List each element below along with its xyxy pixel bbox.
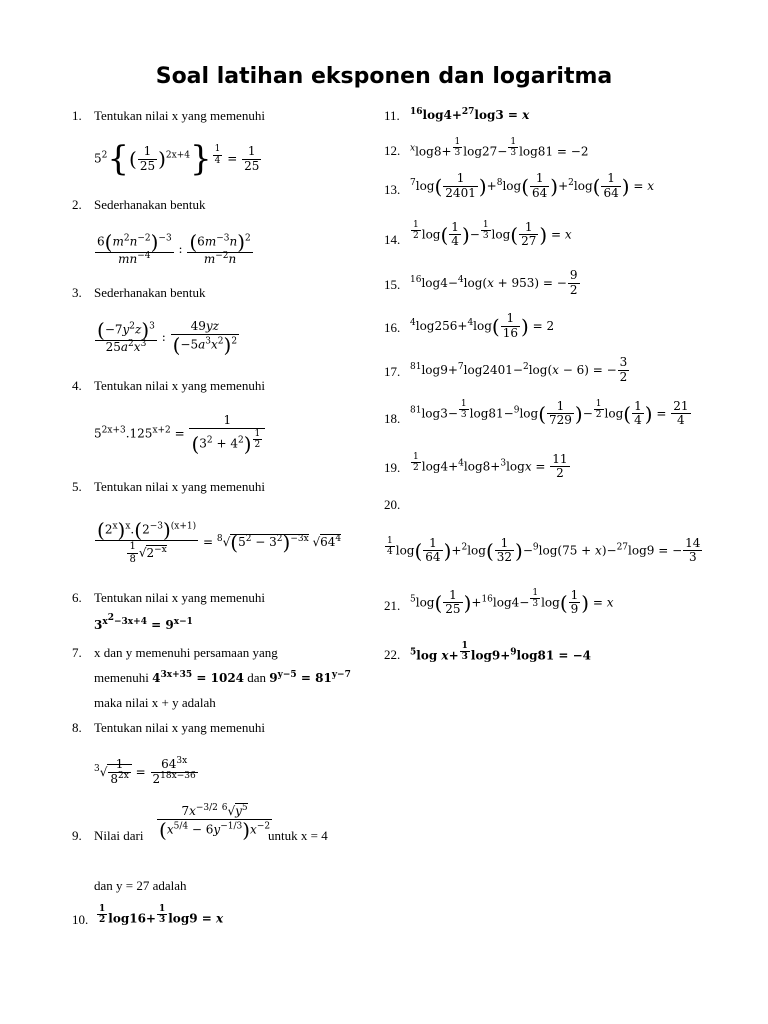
equation-15: $^{16}$log4−$^4$log(x + 953) = − $\frac{9}{2}$ (410, 268, 578, 297)
problem-text: dan (247, 670, 267, 685)
problem-number: 9. (72, 828, 82, 843)
problem-text: untuk x = 4 (268, 828, 328, 843)
problem-text: maka nilai x + y adalah (94, 695, 216, 710)
problem-number: 22. (384, 647, 401, 662)
equation-4: $5^{2x+3}.125^{x+2}$ = 1 $(3^2 + 4^2)$ $^{\frac{1}{2}}$ (94, 414, 266, 454)
problem-number: 13. (384, 182, 401, 197)
equation-17: $^{81}$log9+$^7$log2401−$^2$log(x − 6) = − $\frac{3}{2}$ (410, 355, 628, 384)
equation-1: $5^2${( $\frac{1}{25}$ )$^{2x+4}$} $^{\frac{1}{4}}$ = $\frac{1}{25}$ (94, 139, 260, 179)
problem-9-line3 (94, 878, 187, 894)
equation-14: $^{\frac{1}{2}}$ log( $\frac{1}{4}$ )− $^{\frac{1}{3}}$ log( $\frac{1}{27}$ ) = x (413, 219, 572, 249)
problem-number: 7. (72, 645, 82, 660)
problem-number: 2. (72, 197, 82, 212)
problem-text: Tentukan nilai x yang memenuhi (94, 720, 265, 735)
equation-9: $\frac{7x^{-3/2} ^6√y^5}{(x^{5/4} - 6y^{-1/3})x^{-2}}$ (159, 803, 271, 842)
problem-text: Sederhanakan bentuk (94, 197, 206, 212)
problem-number: 20. (384, 497, 401, 512)
equation-6: $3^{x^2-3x+4} = 9^{x-1}$ (94, 613, 193, 632)
problem-number: 19. (384, 460, 401, 475)
equation-5: $(2^x)^x.(2^{-3})^{(x+1)}$ $\frac{1}{8}$ $√2^{-x}$ = $^8√(5^2 - 3^2)^{-3x}$ $√64^4$ (97, 518, 342, 565)
problem-number: 3. (72, 285, 82, 300)
problem-text: dan y = 27 adalah (94, 878, 187, 893)
problem-number: 4. (72, 378, 82, 393)
equation-2: $\frac{6(m^2n^{-2})^{-3}}{mn^{-4}}$ : $\frac{(6m^{-3}n)^2}{m^{-2}n}$ (97, 230, 251, 266)
problem-number: 14. (384, 232, 401, 247)
equation-10: $^{\frac{1}{2}}$ log16+ $^{\frac{1}{3}}$ log9 = x (99, 904, 224, 926)
equation-12: $^x$log8+ $^{\frac{1}{3}}$ log27− $^{\frac{1}{3}}$ log81 = −2 (410, 137, 589, 159)
problem-number: 1. (72, 108, 82, 123)
problem-number: 15. (384, 277, 401, 292)
problem-number: 21. (384, 598, 401, 613)
problem-text: Nilai dari (94, 828, 144, 843)
equation-18: $^{81}$log3− $^{\frac{1}{3}}$ log81−$^9$log( $\frac{1}{729}$ )− $^{\frac{1}{2}}$ log( $\frac{1}{4}$ ) = $\frac{21}{4}$ (410, 398, 689, 428)
problem-number: 16. (384, 320, 401, 335)
equation-7a: $4^{3x+35} = 1024$ (152, 670, 245, 685)
problem-text: Tentukan nilai x yang memenuhi (94, 590, 265, 605)
problem-text: memenuhi (94, 670, 149, 685)
equation-20: $^{\frac{1}{4}}$ log( $\frac{1}{64}$ )+$^2$log( $\frac{1}{32}$ )−$^9$log(75 + x)−$^{27}$log9 = − $\frac{14}{3}$ (387, 535, 701, 565)
problem-number: 5. (72, 479, 82, 494)
equation-13: $^7$log( $\frac{1}{2401}$ )+$^8$log( $\frac{1}{64}$ )+$^2$log( $\frac{1}{64}$ ) = x (410, 171, 655, 200)
problem-text: Tentukan nilai x yang memenuhi (94, 479, 265, 494)
problem-text: Tentukan nilai x yang memenuhi (94, 378, 265, 393)
equation-3: $\frac{(-7y^2z)^3}{25a^2x^3}$ : $\frac{49yz}{(-5a^3x^2)^2}$ (97, 318, 238, 357)
problem-number: 10. (72, 912, 89, 927)
equation-19: $^{\frac{1}{2}}$ log4+$^4$log8+$^3$logx = $\frac{11}{2}$ (413, 451, 568, 481)
equation-8: $^3$√ $\frac{1}{8^{2x}}$ = $\frac{64^{3x}}{2^{18x-36}}$ (94, 756, 196, 786)
problem-text: Sederhanakan bentuk (94, 285, 206, 300)
problem-number: 11. (384, 108, 400, 123)
equation-7b: $9^{y-5} = 81^{y-7}$ (269, 670, 351, 685)
equation-21: $^5$log( $\frac{1}{25}$ )+$^{16}$log4− $^{\frac{1}{3}}$ log( $\frac{1}{9}$ ) = x (410, 587, 614, 617)
problem-number: 6. (72, 590, 82, 605)
problem-number: 18. (384, 411, 401, 426)
problem-9-suffix (268, 828, 328, 844)
equation-16: $^4$log256+$^4$log( $\frac{1}{16}$ ) = 2 (410, 311, 555, 340)
equation-11: $^{16}$log4+$^{27}$log3 = x (410, 107, 530, 122)
problem-7-line3 (94, 695, 216, 711)
page-title: Soal latihan eksponen dan logaritma (155, 64, 613, 89)
equation-22: $^5$log x+ $^{\frac{1}{3}}$ log9+$^9$log81 = −4 (410, 641, 591, 663)
problem-7-line2 (94, 670, 351, 686)
problem-text: x dan y memenuhi persamaan yang (94, 645, 278, 660)
problem-number: 17. (384, 364, 401, 379)
problem-number: 12. (384, 143, 401, 158)
problem-text: Tentukan nilai x yang memenuhi (94, 108, 265, 123)
problem-number: 8. (72, 720, 82, 735)
